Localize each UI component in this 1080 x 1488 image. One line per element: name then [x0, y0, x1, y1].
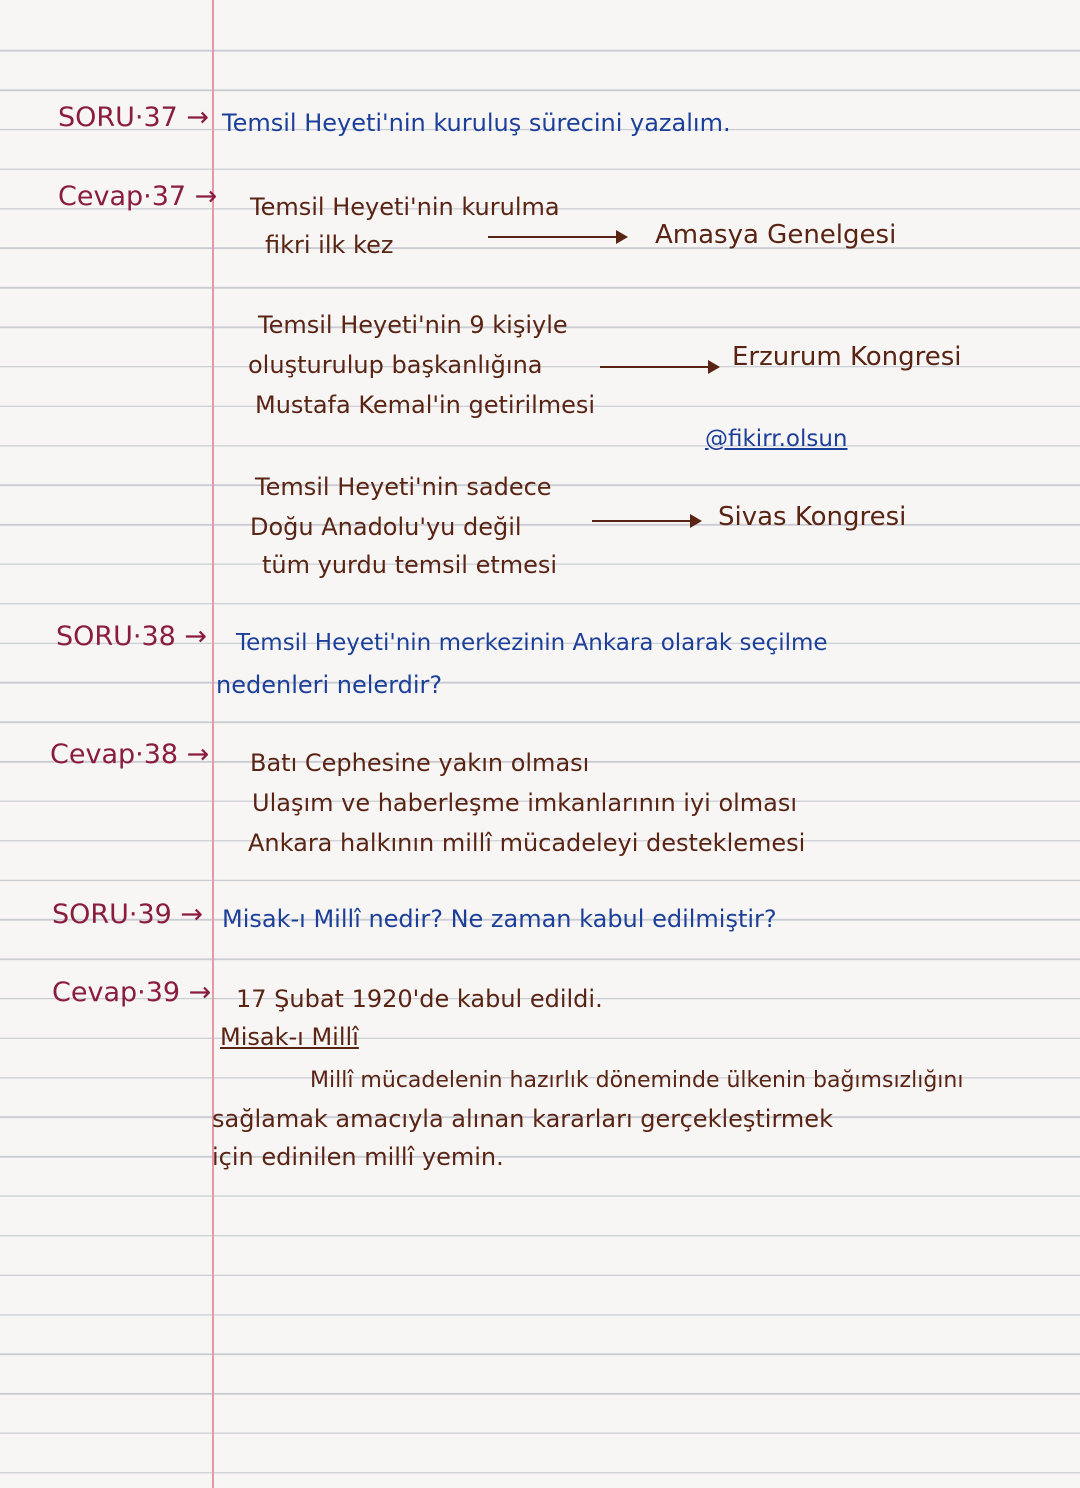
- question-37-text: Temsil Heyeti'nin kuruluş sürecini yazalım.: [222, 109, 731, 137]
- answer-37-item-1-line-1: Temsil Heyeti'nin kurulma: [250, 193, 560, 221]
- arrow-icon: [488, 236, 618, 238]
- watermark-handle: @fikirr.olsun: [705, 426, 848, 452]
- answer-37-item-2-line-3: Mustafa Kemal'in getirilmesi: [255, 391, 596, 419]
- answer-37-item-1-line-2: fikri ilk kez: [265, 231, 394, 259]
- question-38-label: SORU·38 →: [56, 621, 208, 652]
- answer-39-definition-line-1: Millî mücadelenin hazırlık döneminde ülkenin bağımsızlığını: [310, 1068, 964, 1093]
- answer-39-label: Cevap·39 →: [52, 977, 212, 1008]
- answer-39-term: Misak-ı Millî: [220, 1023, 359, 1051]
- question-39-text: Misak-ı Millî nedir? Ne zaman kabul edilmiştir?: [222, 905, 777, 933]
- answer-39-date: 17 Şubat 1920'de kabul edildi.: [236, 985, 603, 1013]
- answer-38-label: Cevap·38 →: [50, 739, 210, 770]
- answer-37-item-1-result: Amasya Genelgesi: [655, 220, 897, 250]
- answer-37-item-3-result: Sivas Kongresi: [718, 502, 907, 532]
- arrow-icon: [592, 520, 692, 522]
- answer-37-item-3-line-3: tüm yurdu temsil etmesi: [262, 551, 558, 579]
- question-38-line-2: nedenleri nelerdir?: [216, 671, 443, 699]
- question-39-label: SORU·39 →: [52, 899, 204, 930]
- arrow-icon: [600, 366, 710, 368]
- answer-37-item-3-line-1: Temsil Heyeti'nin sadece: [255, 473, 552, 501]
- question-38-line-1: Temsil Heyeti'nin merkezinin Ankara olarak seçilme: [236, 630, 828, 656]
- answer-38-line-1: Batı Cephesine yakın olması: [250, 749, 590, 777]
- answer-37-item-2-result: Erzurum Kongresi: [732, 342, 962, 372]
- answer-37-item-2-line-1: Temsil Heyeti'nin 9 kişiyle: [258, 311, 568, 339]
- answer-38-line-2: Ulaşım ve haberleşme imkanlarının iyi olması: [252, 789, 798, 817]
- question-37-label: SORU·37 →: [58, 102, 210, 133]
- answer-37-label: Cevap·37 →: [58, 181, 218, 212]
- answer-37-item-3-line-2: Doğu Anadolu'yu değil: [250, 513, 522, 541]
- answer-39-definition-line-3: için edinilen millî yemin.: [212, 1143, 504, 1171]
- answer-39-definition-line-2: sağlamak amacıyla alınan kararları gerçekleştirmek: [212, 1105, 833, 1133]
- answer-37-item-2-line-2: oluşturulup başkanlığına: [248, 351, 543, 379]
- answer-38-line-3: Ankara halkının millî mücadeleyi desteklemesi: [248, 829, 806, 857]
- margin-line: [212, 0, 214, 1488]
